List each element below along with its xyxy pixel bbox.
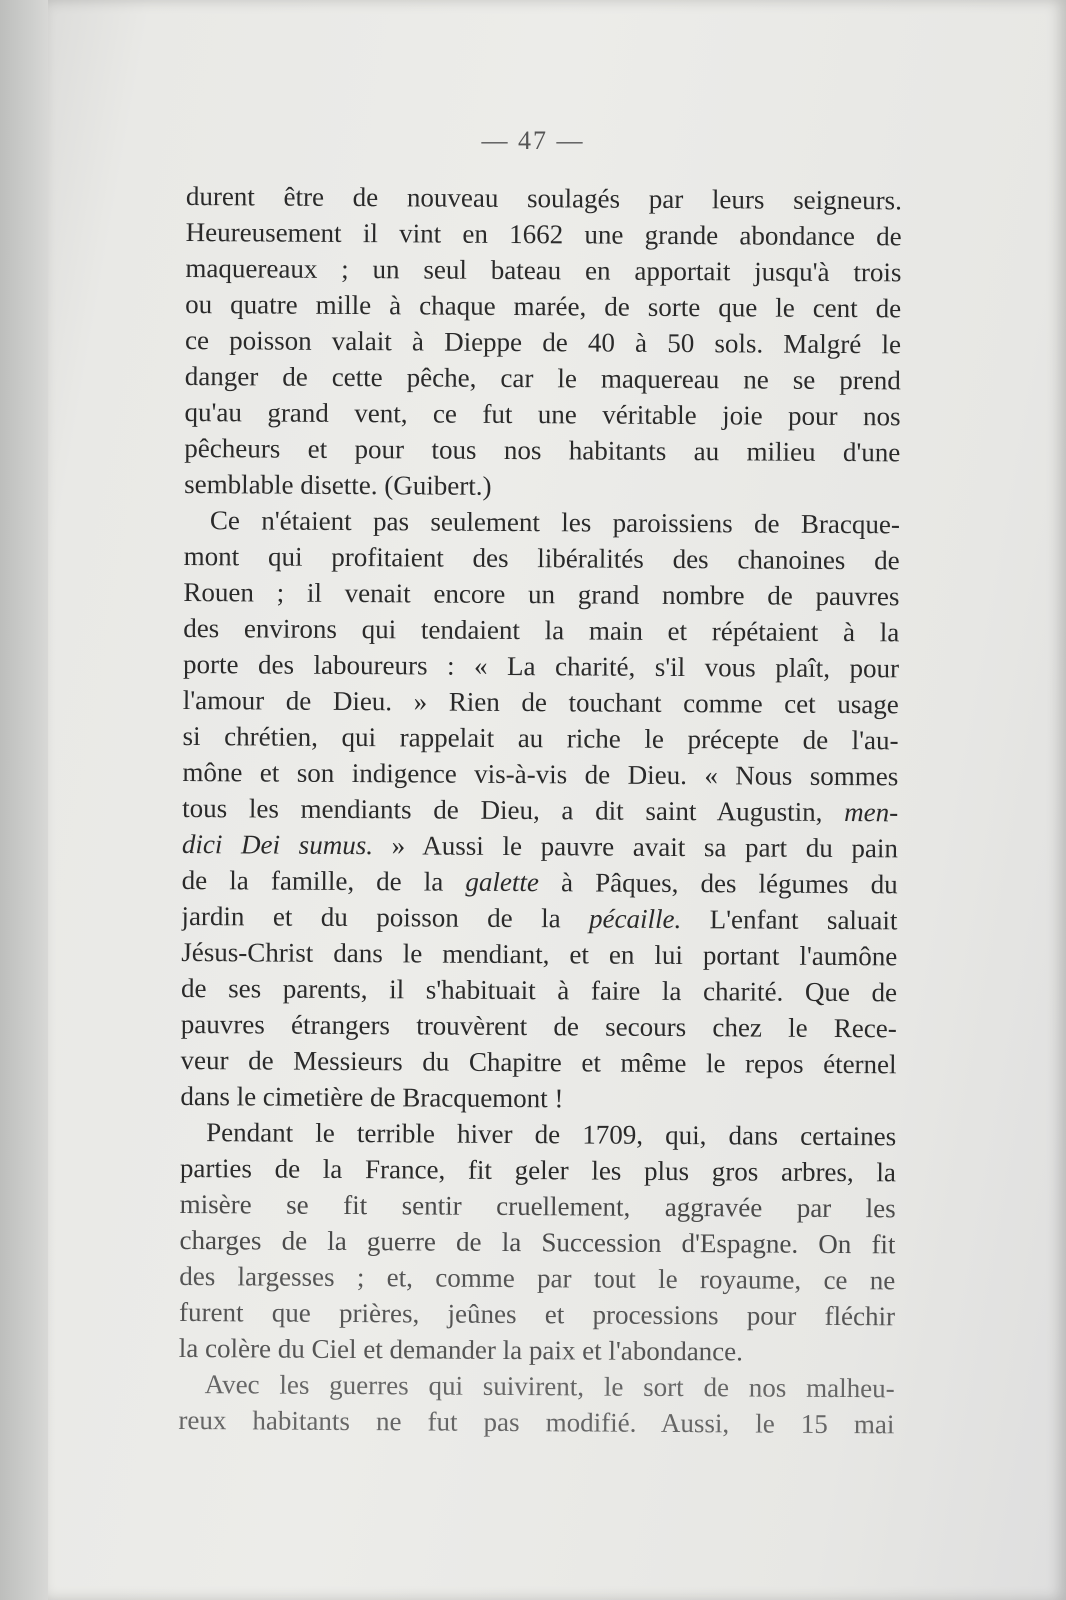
text-line: de ses parents, il s'habituait à faire la charité. Que de	[180, 972, 898, 1008]
text-line: durent être de nouveau soulagés par leurs seigneurs.	[185, 180, 902, 216]
text-line: misère se fit sentir cruellement, aggravée par les	[179, 1188, 896, 1224]
text-segment: » Aussi le pauvre avait sa part du pain	[372, 830, 899, 864]
text-line: des largesses ; et, comme par tout le royaume, ce ne	[179, 1260, 896, 1296]
text-line: la colère du Ciel et demander la paix et l'abondance.	[178, 1332, 744, 1367]
text-line: porte des laboureurs : « La charité, s'il vous plaît, pour	[182, 648, 900, 684]
text-line: si chrétien, qui rappelait au riche le précepte de l'au-	[182, 720, 899, 756]
text-segment: L'enfant saluait	[681, 904, 898, 936]
text-line: dans le cimetière de Bracquemont !	[180, 1080, 564, 1114]
text-line: qu'au grand vent, ce fut une véritable joie pour nos	[184, 396, 901, 432]
text-segment: de la famille, de la	[181, 864, 466, 897]
text-segment: tous les mendiants de Dieu, a dit saint Augustin,	[182, 792, 845, 828]
text-line: Ce n'étaient pas seulement les paroissiens de Bracque-	[209, 505, 900, 540]
paragraph-2	[180, 502, 900, 1118]
paragraph-4	[178, 1366, 894, 1442]
italic-text: pécaille.	[588, 903, 682, 935]
text-line: ou quatre mille à chaque marée, de sorte que le cent de	[185, 288, 902, 324]
text-line: danger de cette pêche, car le maquereau ne se prend	[184, 360, 901, 396]
text-line: Pendant le terrible hiver de 1709, qui, dans certaines	[206, 1117, 897, 1152]
text-line: Avec les guerres qui suivirent, le sort de nos malheu-	[204, 1369, 895, 1404]
text-line	[182, 826, 898, 866]
text-line	[182, 862, 898, 902]
text-line: mont qui profitaient des libéralités des chanoines de	[183, 540, 900, 576]
text-line: reux habitants ne fut pas modifié. Aussi, le 15 mai	[178, 1404, 895, 1440]
paragraph-1	[184, 178, 902, 506]
italic-text: men-	[844, 797, 899, 828]
text-segment: jardin et du poisson de la	[181, 900, 590, 934]
text-line: des environs qui tendaient la main et répétaient à la	[183, 612, 900, 648]
text-line: pauvres étrangers trouvèrent de secours chez le Rece-	[180, 1008, 897, 1044]
text-line	[182, 790, 898, 830]
text-line: Heureusement il vint en 1662 une grande abondance de	[185, 216, 902, 252]
text-line: parties de la France, fit geler les plus gros arbres, la	[179, 1152, 897, 1188]
text-line: ce poisson valait à Dieppe de 40 à 50 sols. Malgré le	[184, 324, 902, 360]
body-text	[178, 178, 902, 1442]
text-line: Rouen ; il venait encore un grand nombre de pauvres	[183, 576, 900, 612]
paragraph-3	[179, 1114, 897, 1370]
text-line: Jésus-Christ dans le mendiant, et en lui portant l'aumône	[181, 936, 898, 972]
book-gutter	[0, 0, 48, 1600]
page-number: — 47 —	[481, 126, 585, 155]
text-line	[181, 898, 897, 938]
text-line: maquereaux ; un seul bateau en apportait jusqu'à trois	[185, 252, 902, 288]
text-segment: à Pâques, des légumes du	[538, 867, 898, 900]
text-line: pêcheurs et pour tous nos habitants au milieu d'une	[184, 432, 901, 468]
italic-text: galette	[465, 866, 540, 898]
text-line: veur de Messieurs du Chapitre et même le repos éternel	[180, 1044, 897, 1080]
italic-text: dici Dei sumus.	[181, 828, 374, 861]
text-line: semblable disette. (Guibert.)	[184, 468, 492, 501]
text-line: charges de la guerre de la Succession d'Espagne. On fit	[179, 1224, 896, 1260]
text-line: mône et son indigence vis-à-vis de Dieu. « Nous sommes	[182, 756, 899, 792]
text-line: l'amour de Dieu. » Rien de touchant comme cet usage	[182, 684, 899, 720]
text-line: furent que prières, jeûnes et processions pour fléchir	[178, 1296, 896, 1332]
